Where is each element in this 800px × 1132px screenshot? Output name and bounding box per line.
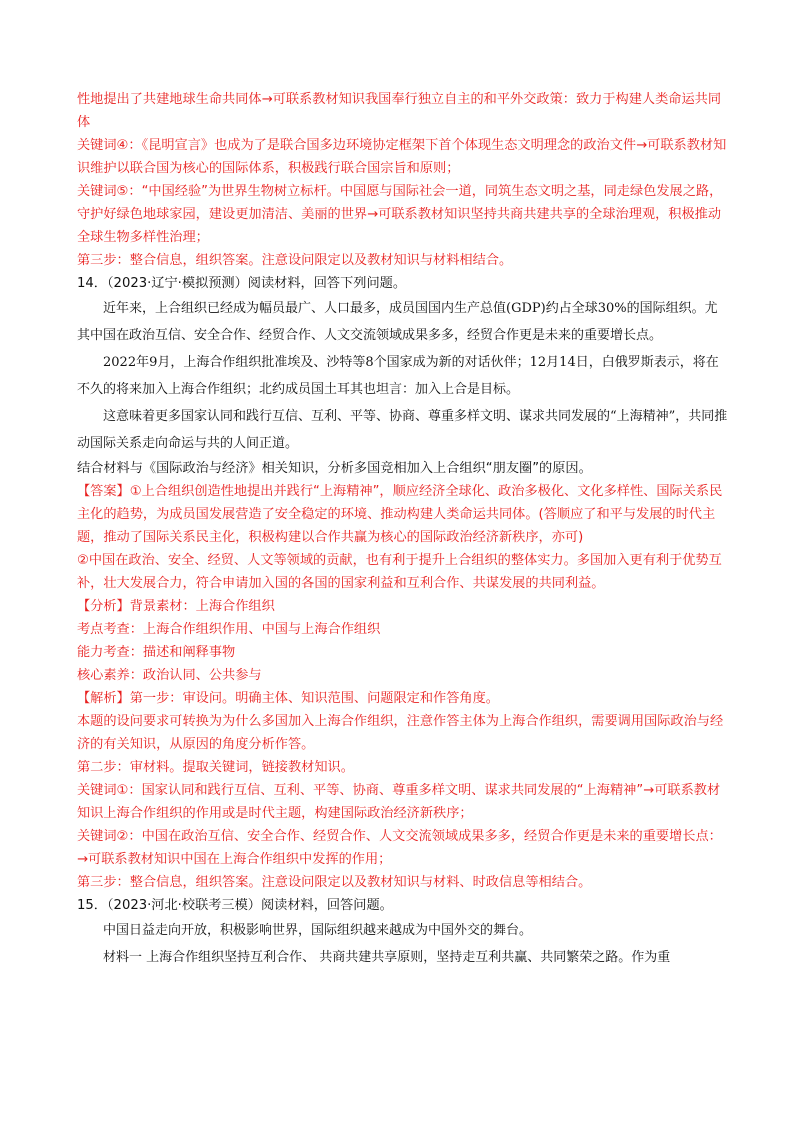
material-paragraph-3: 这意味着更多国家认同和践行互信、互利、平等、协商、尊重多样文明、谋求共同发展的“上海精神”，共同推动国际关系走向命运与共的人间正道。 [77,409,728,451]
explanation-step-1: 【解析】第一步：审设问。明确主体、知识范围、问题限定和作答角度。 [77,691,499,706]
analysis-literacy: 核心素养：政治认同、公共参与 [77,668,262,683]
material-paragraph-2: 2022年9月，上海合作组织批准埃及、沙特等8个国家成为新的对话伙伴；12月14日，白俄罗斯表示，将在不久的将来加入上海合作组织；北约成员国土耳其也坦言：加入上合是目标。 [77,355,719,397]
question-15-intro: 中国日益走向开放，积极影响世界，国际组织越来越成为中国外交的舞台。 [103,923,533,938]
keyword-4: 关键词④：《昆明宣言》也成为了是联合国多边环境协定框架下首个体现生态文明理念的政治文件→可联系教材知识维护以联合国为核心的国际体系，积极践行联合国宗旨和原则； [77,138,727,176]
question-15-material-1: 材料一 上海合作组织坚持互利合作、 共商共建共享原则，坚持走互利共赢、共同繁荣之路。作为重 [103,950,671,965]
explanation-keyword-2: 关键词②：中国在政治互信、安全合作、经贸合作、人文交流领域成果多多，经贸合作更是未来的重要增长点：→可联系教材知识中国在上海合作组织中发挥的作用； [77,829,722,867]
analysis-background: 【分析】背景素材：上海合作组织 [77,599,275,614]
answer-2: ②中国在政治、安全、经贸、人文等领域的贡献，也有利于提升上合组织的整体实力。多国加入更有利于优势互补，壮大发展合力，符合申请加入国的各国的国家利益和互利合作、共谋发展的共同利益。 [77,553,722,591]
question-14-prompt: 结合材料与《国际政治与经济》相关知识，分析多国竞相加入上合组织“朋友圈”的原因。 [77,461,592,476]
keyword-5: 关键词⑤：“中国经验”为世界生物树立标杆。中国愿与国际社会一道，同筑生态文明之基，同走绿色发展之路，守护好绿色地球家园，建设更加清洁、美丽的世界→可联系教材知识坚持共商共建共享的全球治理观，积极推动全球生物多样性治理； [77,184,723,245]
explanation-keyword-1: 关键词①：国家认同和践行互信、互利、平等、协商、尊重多样文明、谋求共同发展的“上海精神”→可联系教材知识上海合作组织的作用或是时代主题，构建国际政治经济新秩序； [77,783,721,821]
answer-1: 【答案】①上合组织创造性地提出并践行“上海精神”，顺应经济全球化、政治多极化、文化多样性、国际关系民主化的趋势，为成员国发展营造了安全稳定的环境、推动构建人类命运共同体。(答顺应了和平与发展的时代主题，推动了国际关系民主化，积极构建以合作共赢为核心的国际政治经济新秩序，亦可) [77,484,723,545]
step-3: 第三步：整合信息，组织答案。注意设问限定以及教材知识与材料相结合。 [77,253,513,268]
question-14-heading: 14．（2023·辽宁·模拟预测）阅读材料，回答下列问题。 [77,276,407,291]
explanation-step-3: 第三步：整合信息，组织答案。注意设问限定以及教材知识与材料、时政信息等相结合。 [77,875,592,890]
analysis-ability: 能力考查：描述和阐释事物 [77,645,236,660]
explanation-step-2: 第二步：审材料。提取关键词，链接教材知识。 [77,760,354,775]
explanation-step-1-detail: 本题的设问要求可转换为为什么多国加入上海合作组织，注意作答主体为上海合作组织，需要调用国际政治与经济的有关知识，从原因的角度分析作答。 [77,714,724,752]
question-15-heading: 15．（2023·河北·校联考三模）阅读材料，回答问题。 [77,898,393,913]
material-paragraph-1: 近年来，上合组织已经成为幅员最广、人口最多，成员国国内生产总值(GDP)约占全球30%的国际组织。尤其中国在政治互信、安全合作、经贸合作、人文交流领域成果多多，经贸合作更是未来的重要增长点。 [77,301,718,343]
answer-continuation: 性地提出了共建地球生命共同体→可联系教材知识我国奉行独立自主的和平外交政策：致力于构建人类命运共同体 [77,92,722,130]
analysis-exam-point: 考点考查：上海合作组织作用、中国与上海合作组织 [77,622,381,637]
